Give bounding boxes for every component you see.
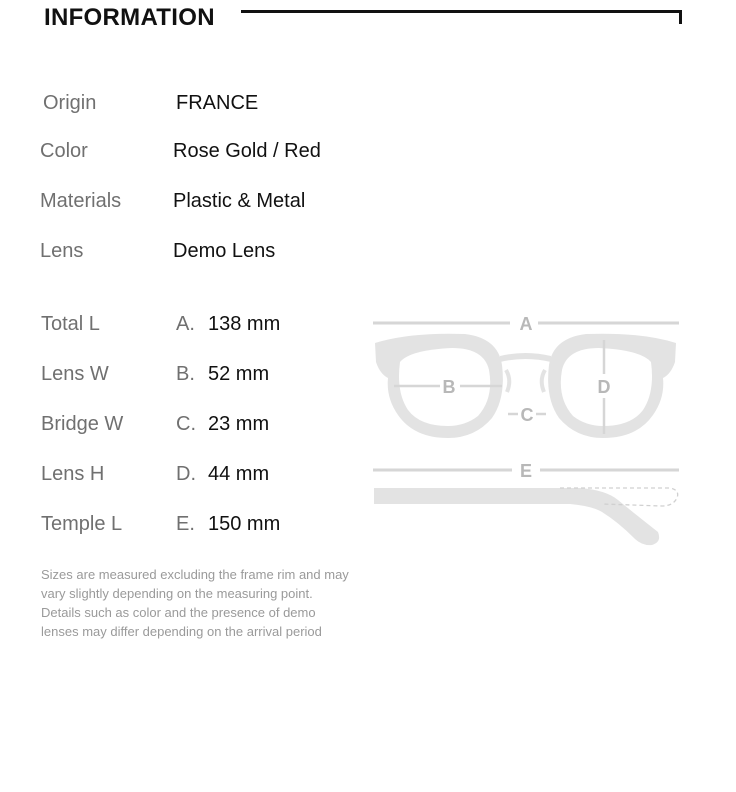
- marker-c: C: [520, 405, 534, 425]
- info-value-materials: Plastic & Metal: [173, 190, 306, 212]
- info-value-origin: FRANCE: [176, 92, 259, 114]
- info-label-materials: Materials: [40, 190, 122, 212]
- size-value-lens-width: 52 mm: [208, 363, 270, 385]
- size-value-total-length: 138 mm: [208, 313, 281, 335]
- size-letter-e: E.: [176, 513, 195, 535]
- marker-a: A: [519, 314, 533, 334]
- info-value-color: Rose Gold / Red: [173, 140, 321, 162]
- note-line-4: lenses may differ depending on the arrival period: [41, 624, 322, 639]
- section-title: INFORMATION: [44, 4, 215, 31]
- title-rule: [241, 10, 682, 24]
- size-letter-b: B.: [176, 363, 195, 385]
- temple-arm-icon: [374, 488, 659, 545]
- marker-e: E: [519, 461, 533, 481]
- size-value-temple-length: 150 mm: [208, 513, 281, 535]
- note-line-2: vary slightly depending on the measuring point.: [41, 586, 313, 601]
- size-label-total-length: Total L: [41, 313, 100, 335]
- size-label-lens-width: Lens W: [41, 363, 109, 385]
- info-value-lens: Demo Lens: [173, 240, 276, 262]
- size-label-lens-height: Lens H: [41, 463, 105, 485]
- info-label-color: Color: [40, 140, 88, 162]
- size-letter-d: D.: [176, 463, 196, 485]
- bridge-icon: [500, 353, 551, 362]
- note-line-3: Details such as color and the presence of demo: [41, 605, 316, 620]
- size-disclaimer: [41, 565, 371, 641]
- size-label-bridge-width: Bridge W: [41, 413, 124, 435]
- marker-b: B: [442, 377, 456, 397]
- marker-d: D: [597, 377, 611, 397]
- info-label-origin: Origin: [43, 92, 97, 114]
- size-label-temple-length: Temple L: [41, 513, 123, 535]
- size-letter-c: C.: [176, 413, 196, 435]
- size-value-lens-height: 44 mm: [208, 463, 270, 485]
- size-letter-a: A.: [176, 313, 195, 335]
- note-line-1: Sizes are measured excluding the frame rim and may: [41, 567, 349, 582]
- info-label-lens: Lens: [40, 240, 84, 262]
- size-value-bridge-width: 23 mm: [208, 413, 270, 435]
- glasses-dimension-diagram: [370, 310, 690, 555]
